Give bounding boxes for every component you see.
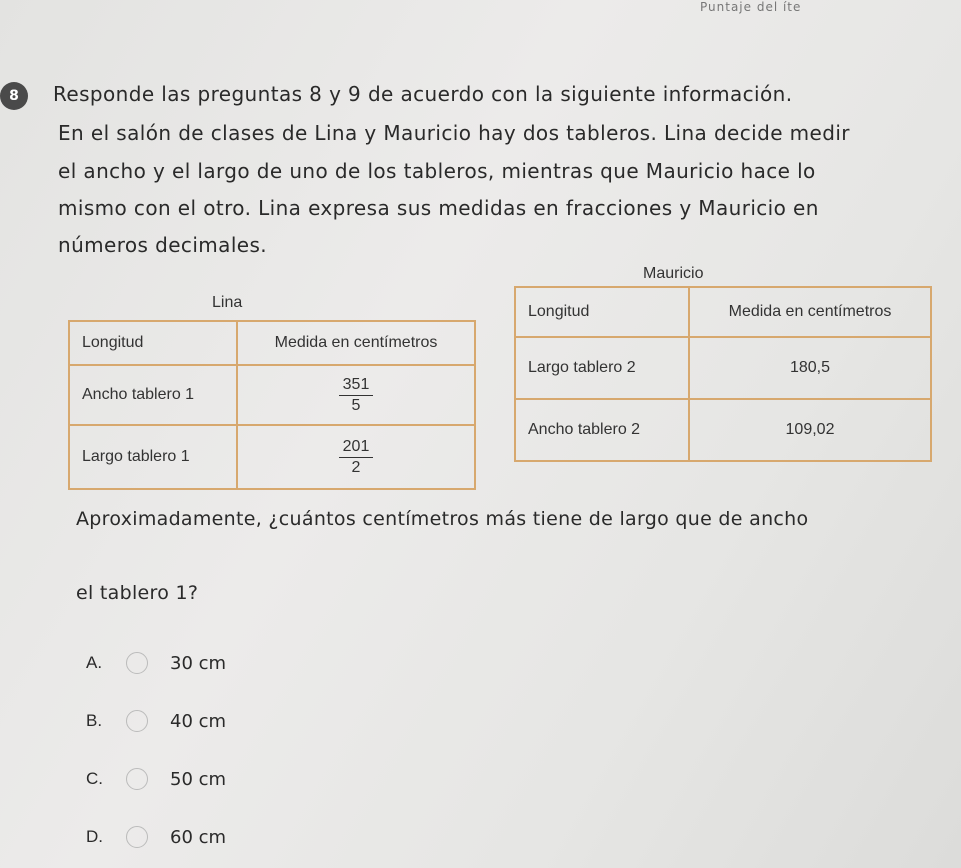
table-header-cell: Medida en centímetros: [237, 321, 475, 365]
fraction-numerator: 351: [339, 375, 374, 396]
table-cell-value: 180,5: [689, 337, 931, 399]
option-letter: C.: [86, 769, 103, 788]
table-header-row: [69, 321, 475, 365]
radio-circle-icon[interactable]: [126, 826, 148, 848]
table-cell-value: [237, 365, 475, 425]
table-cell-label: Ancho tablero 1: [69, 365, 237, 425]
mauricio-table-caption: Mauricio: [643, 265, 704, 282]
lina-table-caption: Lina: [212, 294, 243, 311]
table-cell-label: Largo tablero 1: [69, 425, 237, 489]
option-text: 60 cm: [170, 826, 227, 848]
lina-table: [68, 320, 476, 490]
table-cell-label: Largo tablero 2: [515, 337, 689, 399]
table-row: [69, 425, 475, 489]
score-label: Puntaje del íte: [700, 0, 802, 14]
option-a[interactable]: [86, 652, 226, 674]
table-cell-value: [237, 425, 475, 489]
paragraph-line: mismo con el otro. Lina expresa sus medidas en fracciones y Mauricio en: [58, 196, 819, 220]
radio-circle-icon[interactable]: [126, 768, 148, 790]
table-header-cell: Medida en centímetros: [689, 287, 931, 337]
fraction: [339, 375, 374, 416]
option-text: 30 cm: [170, 652, 227, 674]
fraction: [339, 437, 374, 478]
option-text: 50 cm: [170, 768, 227, 790]
table-cell-label: Ancho tablero 2: [515, 399, 689, 461]
table-row: [515, 399, 931, 461]
option-letter: B.: [86, 711, 103, 730]
mauricio-table: [514, 286, 932, 462]
option-letter: A.: [86, 653, 103, 672]
question-number-badge: 8: [0, 82, 28, 110]
question-prompt-line: el tablero 1?: [76, 582, 199, 604]
radio-circle-icon[interactable]: [126, 710, 148, 732]
fraction-denominator: 5: [351, 396, 361, 414]
option-letter: D.: [86, 827, 103, 846]
fraction-numerator: 201: [339, 437, 374, 458]
option-d[interactable]: [86, 826, 226, 848]
table-header-cell: Longitud: [515, 287, 689, 337]
option-text: 40 cm: [170, 710, 227, 732]
table-header-row: [515, 287, 931, 337]
table-row: [515, 337, 931, 399]
option-b[interactable]: [86, 710, 226, 732]
radio-circle-icon[interactable]: [126, 652, 148, 674]
paragraph-line: el ancho y el largo de uno de los tableros, mientras que Mauricio hace lo: [58, 159, 816, 183]
option-c[interactable]: [86, 768, 226, 790]
fraction-denominator: 2: [351, 458, 361, 476]
table-cell-value: 109,02: [689, 399, 931, 461]
question-prompt-line: Aproximadamente, ¿cuántos centímetros más tiene de largo que de ancho: [76, 508, 809, 530]
question-heading: Responde las preguntas 8 y 9 de acuerdo con la siguiente información.: [53, 82, 793, 106]
table-row: [69, 365, 475, 425]
paragraph-line: En el salón de clases de Lina y Mauricio hay dos tableros. Lina decide medir: [58, 121, 850, 145]
table-header-cell: Longitud: [69, 321, 237, 365]
paragraph-line: números decimales.: [58, 233, 268, 257]
